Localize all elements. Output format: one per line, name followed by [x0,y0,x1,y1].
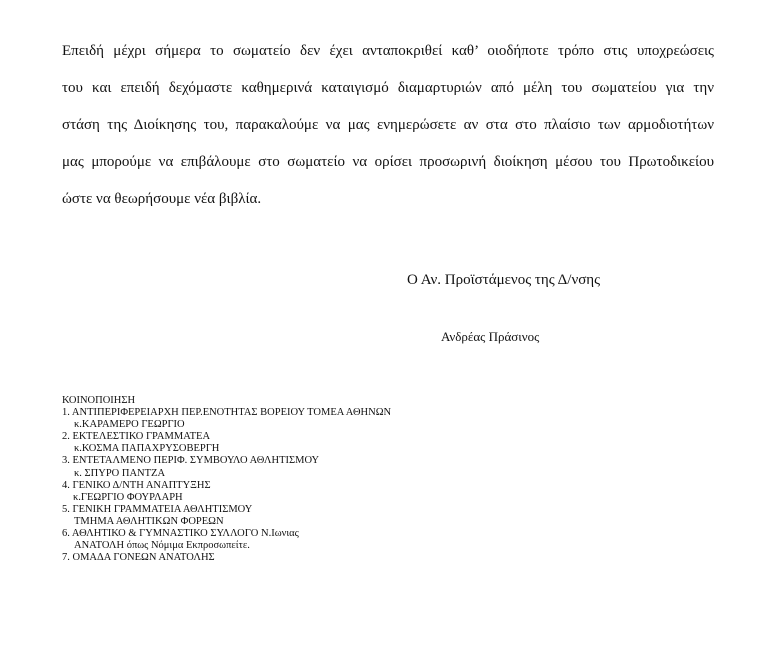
distribution-item-4: 4. ΓΕΝΙΚΟ Δ/ΝΤΗ ΑΝΑΠΤΥΞΗΣ [62,479,211,491]
body-line-2: του και επειδή δεχόμαστε καθημερινά καταιγισμό διαμαρτυριών από μέλη του σωματείου για την [62,80,714,96]
distribution-heading: ΚΟΙΝΟΠΟΙΗΣΗ [62,395,136,406]
signatory-title: Ο Αν. Προϊστάμενος της Δ/νσης [407,272,601,288]
letter-body [62,33,714,218]
distribution-item-4-recipient: κ.ΓΕΩΡΓΙΟ ΦΟΥΡΛΑΡΗ [73,491,183,503]
distribution-item-2: 2. ΕΚΤΕΛΕΣΤΙΚΟ ΓΡΑΜΜΑΤΕΑ [62,431,211,443]
distribution-item-1: 1. ΑΝΤΙΠΕΡΙΦΕΡΕΙΑΡΧΗ ΠΕΡ.ΕΝΟΤΗΤΑΣ ΒΟΡΕΙΟΥ ΤΟΜΕΑ ΑΘΗΝΩΝ [62,407,392,419]
body-line-1: Επειδή μέχρι σήμερα το σωματείο δεν έχει ανταποκριθεί καθ’ οιοδήποτε τρόπο στις υποχρεώσεις [62,43,714,59]
distribution-item-3: 3. ΕΝΤΕΤΑΛΜΕΝΟ ΠΕΡΙΦ. ΣΥΜΒΟΥΛΟ ΑΘΛΗΤΙΣΜΟΥ [62,455,320,467]
distribution-item-5-recipient: ΤΜΗΜΑ ΑΘΛΗΤΙΚΩΝ ΦΟΡΕΩΝ [74,515,224,527]
body-line-4: μας μπορούμε να επιβάλουμε στο σωματείο να ορίσει προσωρινή διοίκηση μέσου του Πρωτοδικείου [62,154,714,170]
signatory-name: Ανδρέας Πράσινος [441,329,540,344]
distribution-item-6-recipient: ΑΝΑΤΟΛΗ όπως Νόμιμα Εκπροσωπείτε. [74,540,250,552]
body-line-5: ώστε να θεωρήσουμε νέα βιβλία. [62,191,262,207]
distribution-item-1-recipient: κ.ΚΑΡΑΜΕΡΟ ΓΕΩΡΓΙΟ [74,419,185,431]
distribution-item-3-recipient: κ. ΣΠΥΡΟ ΠΑΝΤΖΑ [74,467,166,479]
distribution-item-2-recipient: κ.ΚΟΣΜΑ ΠΑΠΑΧΡΥΣΟΒΕΡΓΗ [74,443,220,455]
body-line-3: στάση της Διοίκησης του, παρακαλούμε να μας ενημερώσετε αν στα στο πλαίσιο των αρμοδιοτήτων [62,117,714,133]
distribution-item-6: 6. ΑΘΛΗΤΙΚΟ & ΓΥΜΝΑΣΤΙΚΟ ΣΥΛΛΟΓΟ Ν.Ιωνιας [62,528,299,540]
distribution-item-7: 7. ΟΜΑΔΑ ΓΟΝΕΩΝ ΑΝΑΤΟΛΗΣ [62,552,215,564]
distribution-list [62,395,391,564]
distribution-item-5: 5. ΓΕΝΙΚΗ ΓΡΑΜΜΑΤΕΙΑ ΑΘΛΗΤΙΣΜΟΥ [62,503,253,515]
